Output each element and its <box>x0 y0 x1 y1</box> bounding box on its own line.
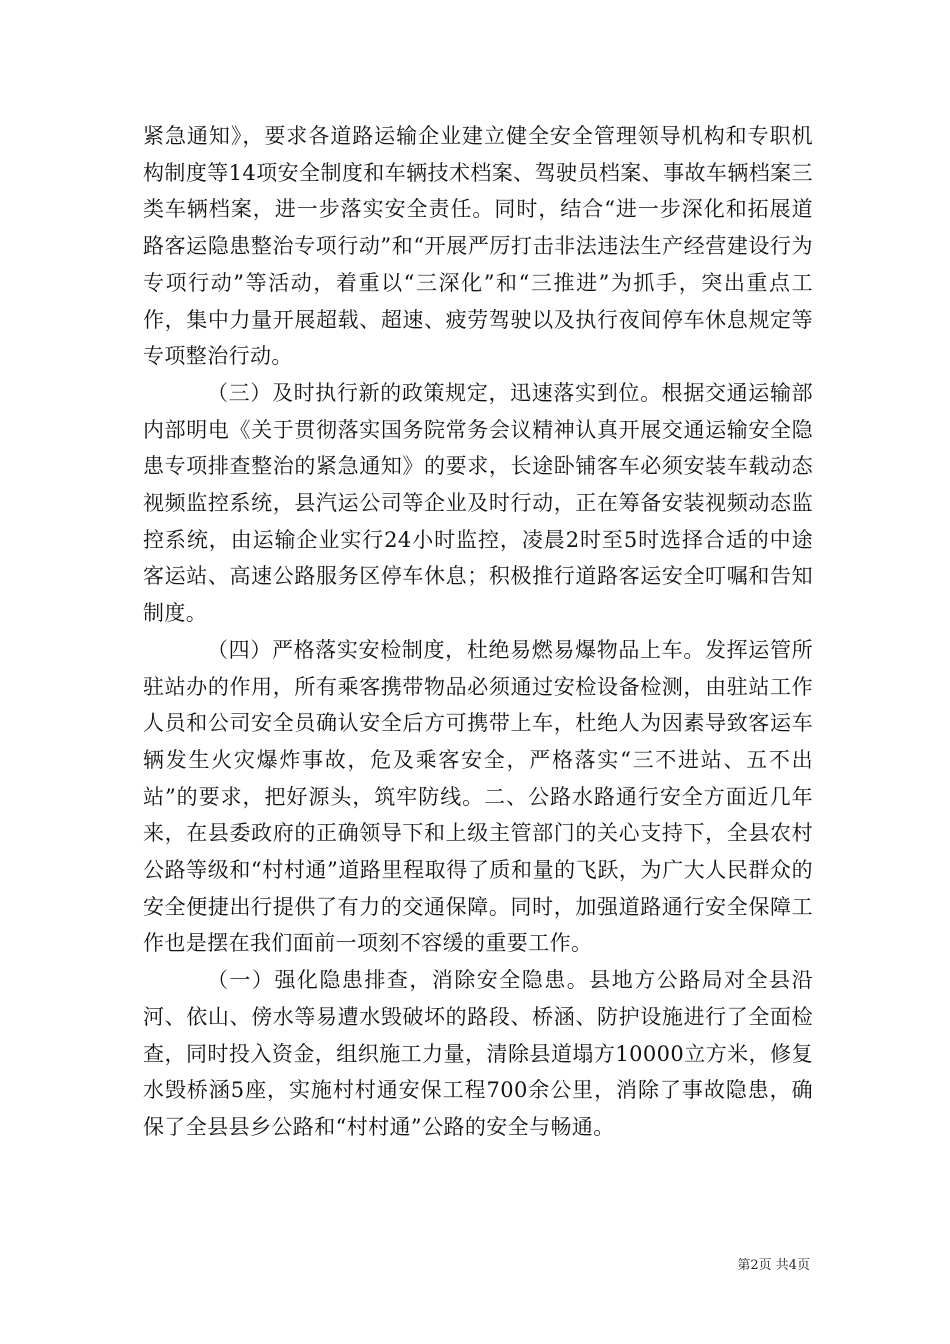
paragraph-continuation: 紧急通知》，要求各道路运输企业建立健全安全管理领导机构和专职机构制度等14项安全制度和车辆技术档案、驾驶员档案、事故车辆档案三类车辆档案，进一步落实安全责任。同时，结合“进一步深化和拓展道路客运隐患整治专项行动”和“开展严厉打击非法违法生产经营建设行为专项行动”等活动，着重以“三深化”和“三推进”为抓手，突出重点工作，集中力量开展超载、超速、疲劳驾驶以及执行夜间停车休息规定等专项整治行动。 <box>143 124 813 369</box>
paragraph-section-4: （四）严格落实安检制度，杜绝易燃易爆物品上车。发挥运管所驻站办的作用，所有乘客携带物品必须通过安检设备检测，由驻站工作人员和公司安全员确认安全后方可携带上车，杜绝人为因素导致客运车辆发生火灾爆炸事故，危及乘客安全，严格落实“三不进站、五不出站”的要求，把好源头，筑牢防线。二、公路水路通行安全方面近几年来，在县委政府的正确领导下和上级主管部门的关心支持下，全县农村公路等级和“村村通”道路里程取得了质和量的飞跃，为广大人民群众的安全便捷出行提供了有力的交通保障。同时，加强道路通行安全保障工作也是摆在我们面前一项刻不容缓的重要工作。 <box>143 637 813 956</box>
paragraph-section-3: （三）及时执行新的政策规定，迅速落实到位。根据交通运输部内部明电《关于贯彻落实国务院常务会议精神认真开展交通运输安全隐患专项排查整治的紧急通知》的要求，长途卧铺客车必须安装车载动态视频监控系统，县汽运公司等企业及时行动，正在筹备安装视频动态监控系统，由运输企业实行24小时监控，凌晨2时至5时选择合适的中途客运站、高速公路服务区停车休息；积极推行道路客运安全叮嘱和告知制度。 <box>143 380 813 626</box>
paragraph-section-1: （一）强化隐患排查，消除安全隐患。县地方公路局对全县沿河、依山、傍水等易遭水毁破坏的路段、桥涵、防护设施进行了全面检查，同时投入资金，组织施工力量，清除县道塌方10000立方米，修复水毁桥涵5座，实施村村通安保工程700余公里，消除了事故隐患，确保了全县县乡公路和“村村通”公路的安全与畅通。 <box>143 968 813 1139</box>
document-body <box>143 118 813 1146</box>
page-number-footer: 第2页 共4页 <box>737 1258 810 1273</box>
